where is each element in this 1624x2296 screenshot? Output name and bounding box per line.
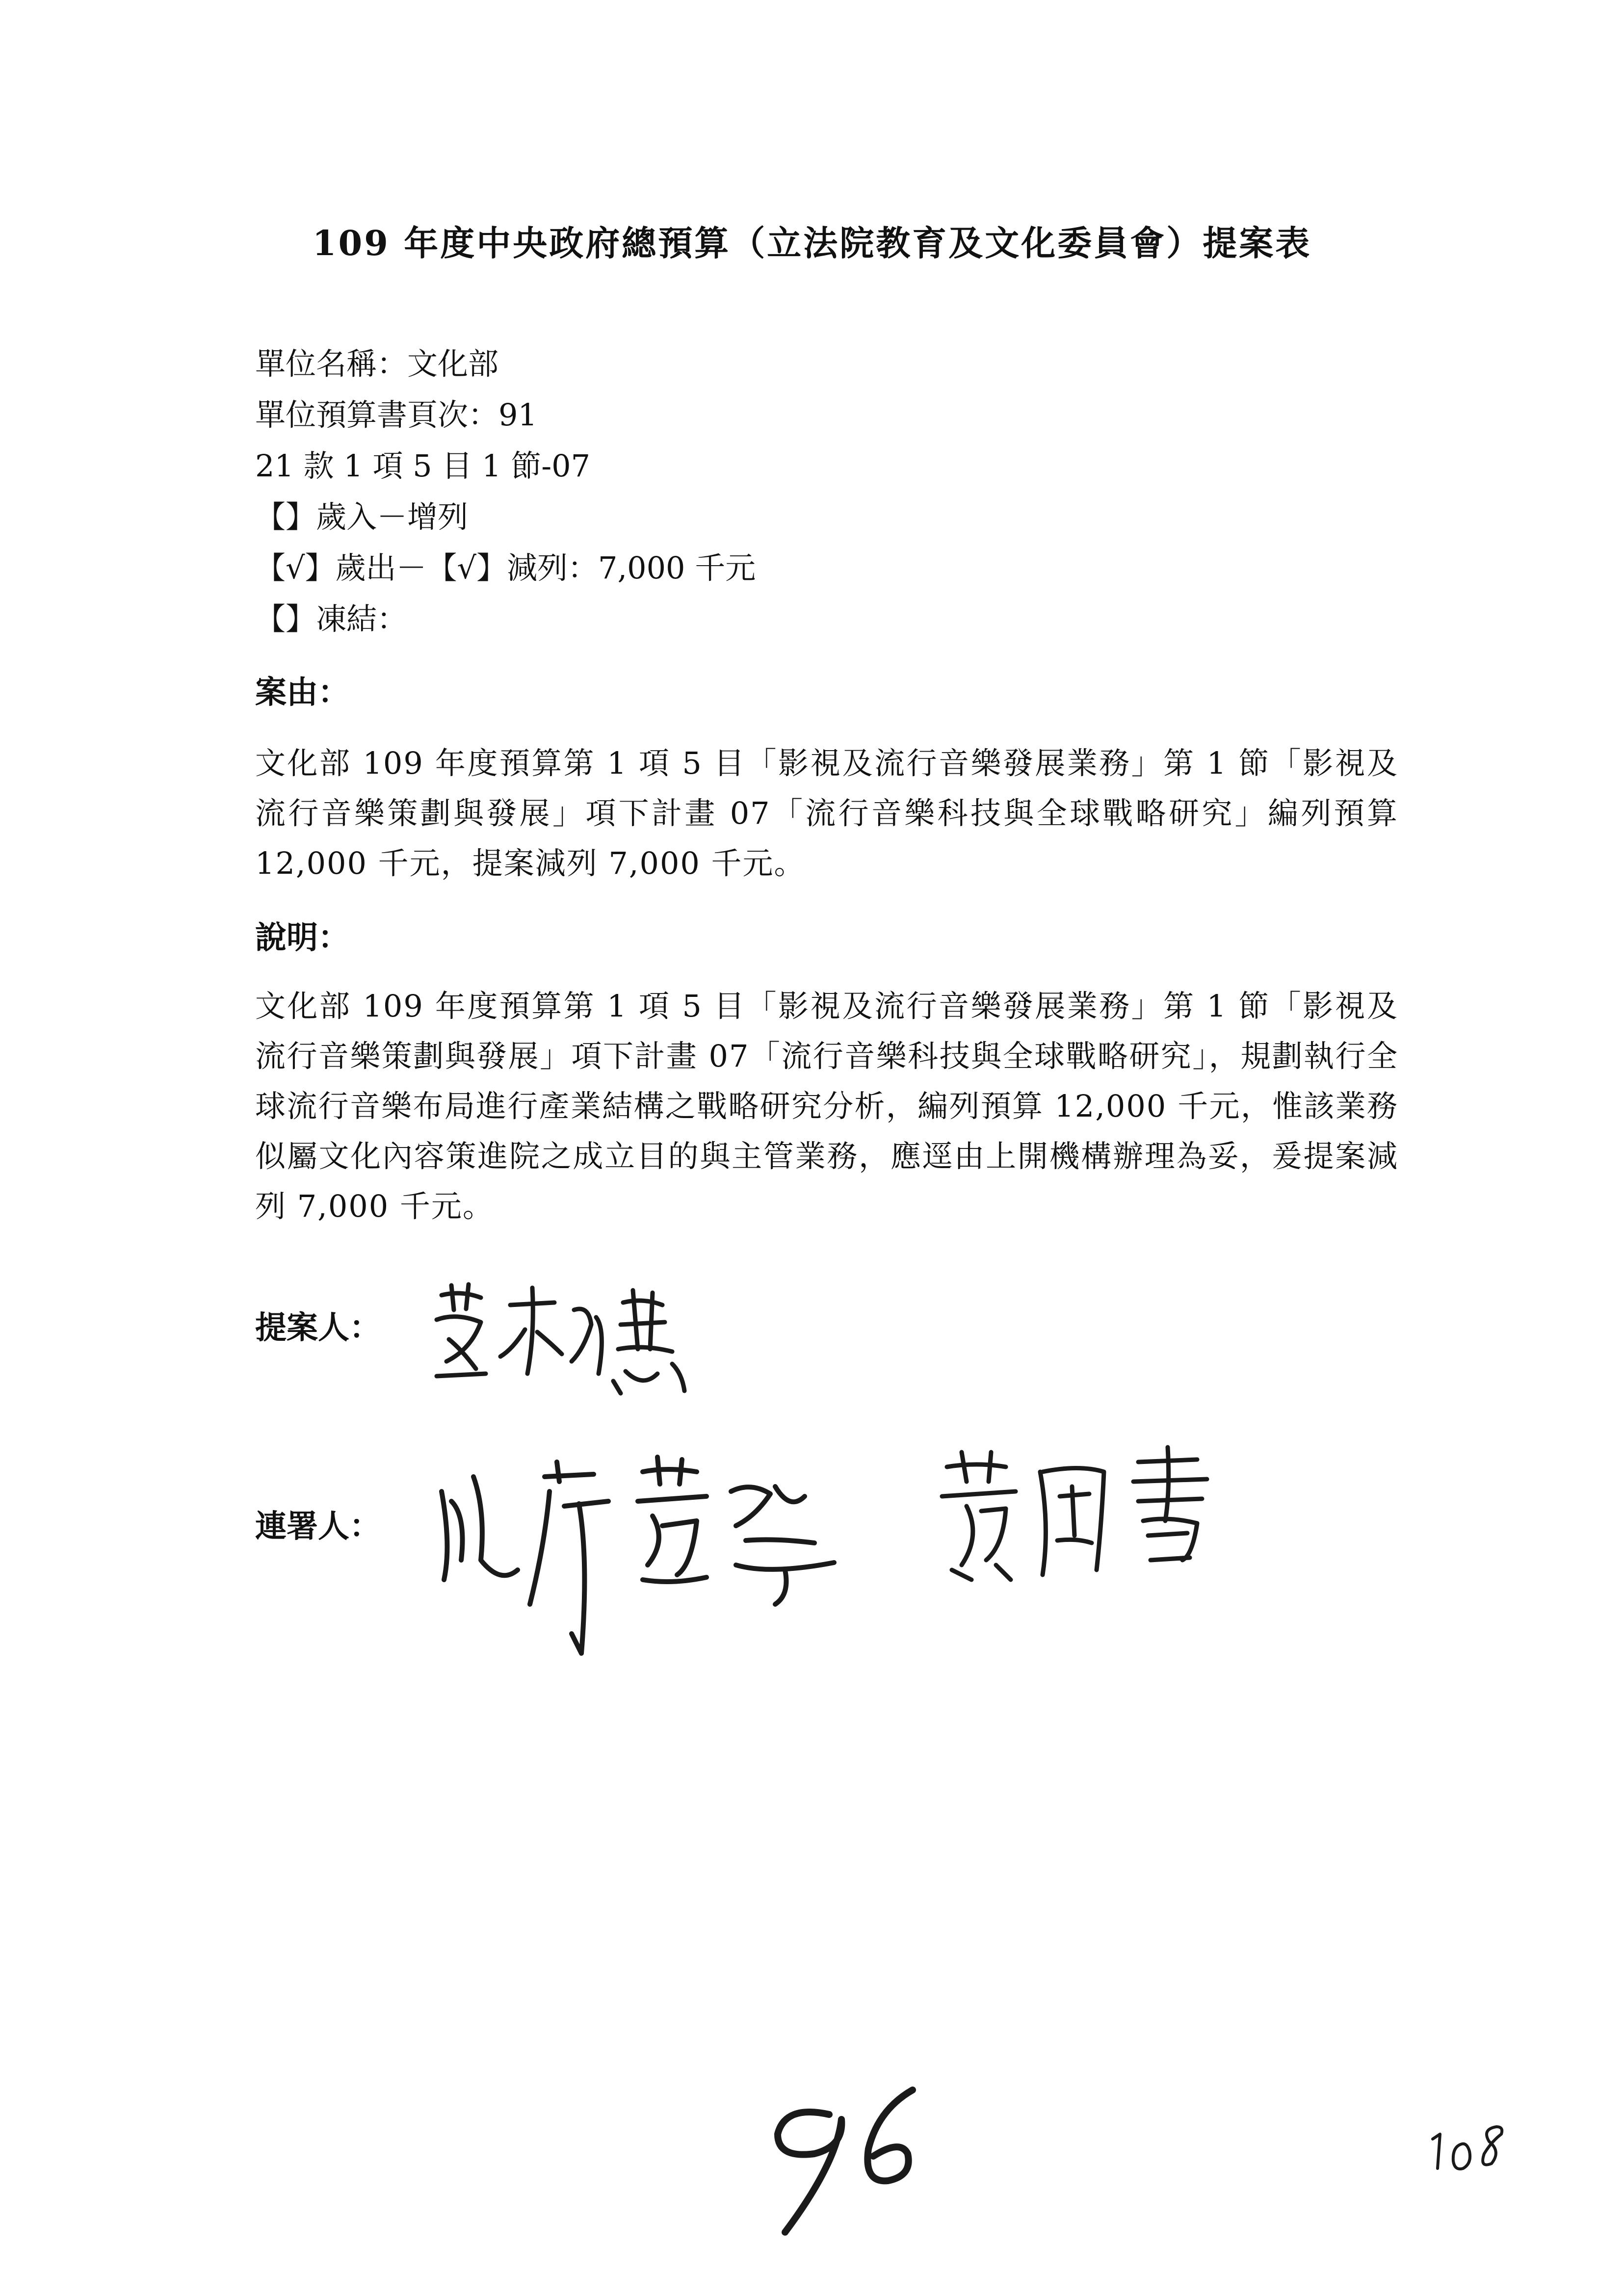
freeze-option: 【】凍結： [255, 601, 408, 637]
budget-meta [255, 339, 756, 645]
handwritten-corner-number [1423, 2114, 1521, 2178]
proposer-signature [427, 1276, 702, 1403]
case-text: 文化部 109 年度預算第 1 項 5 目「影視及流行音樂發展業務」第 1 節「影視及流行音樂策劃與發展」項下計畫 07「流行音樂科技與全球戰略研究」編列預算 12,000 千元，提案減列 7,000 千元。 [255, 745, 1398, 881]
document-title: 109 年度中央政府總預算（立法院教育及文化委員會）提案表 [312, 223, 1312, 263]
explanation-text: 文化部 109 年度預算第 1 項 5 目「影視及流行音樂發展業務」第 1 節「影視及流行音樂策劃與發展」項下計畫 07「流行音樂科技與全球戰略研究」，規劃執行全球流行音樂布局進行產業結構之戰略研究分析，編列預算 12,000 千元，惟該業務似屬文化內容策進院之成立目的與主管業務，應逕由上開機構辦理為妥，爰提案減列 7,000 千元。 [255, 988, 1398, 1224]
proposer-label: 提案人： [255, 1309, 381, 1346]
expenditure-reduction-option: 【√】歲出－【√】減列：7,000 千元 [255, 550, 756, 586]
handwritten-page-number [756, 2075, 962, 2237]
unit-name: 單位名稱：文化部 [255, 346, 499, 382]
revenue-increase-option: 【】歲入－增列 [255, 499, 469, 535]
item-code: 21 款 1 項 5 目 1 節-07 [255, 448, 591, 484]
budget-page: 單位預算書頁次：91 [255, 397, 537, 433]
cosigner-signature-1 [432, 1447, 873, 1663]
explanation-heading: 說明： [255, 919, 349, 956]
case-heading: 案由： [255, 674, 349, 711]
cosigner-signature-2 [932, 1437, 1236, 1585]
cosigner-label: 連署人： [255, 1508, 381, 1545]
